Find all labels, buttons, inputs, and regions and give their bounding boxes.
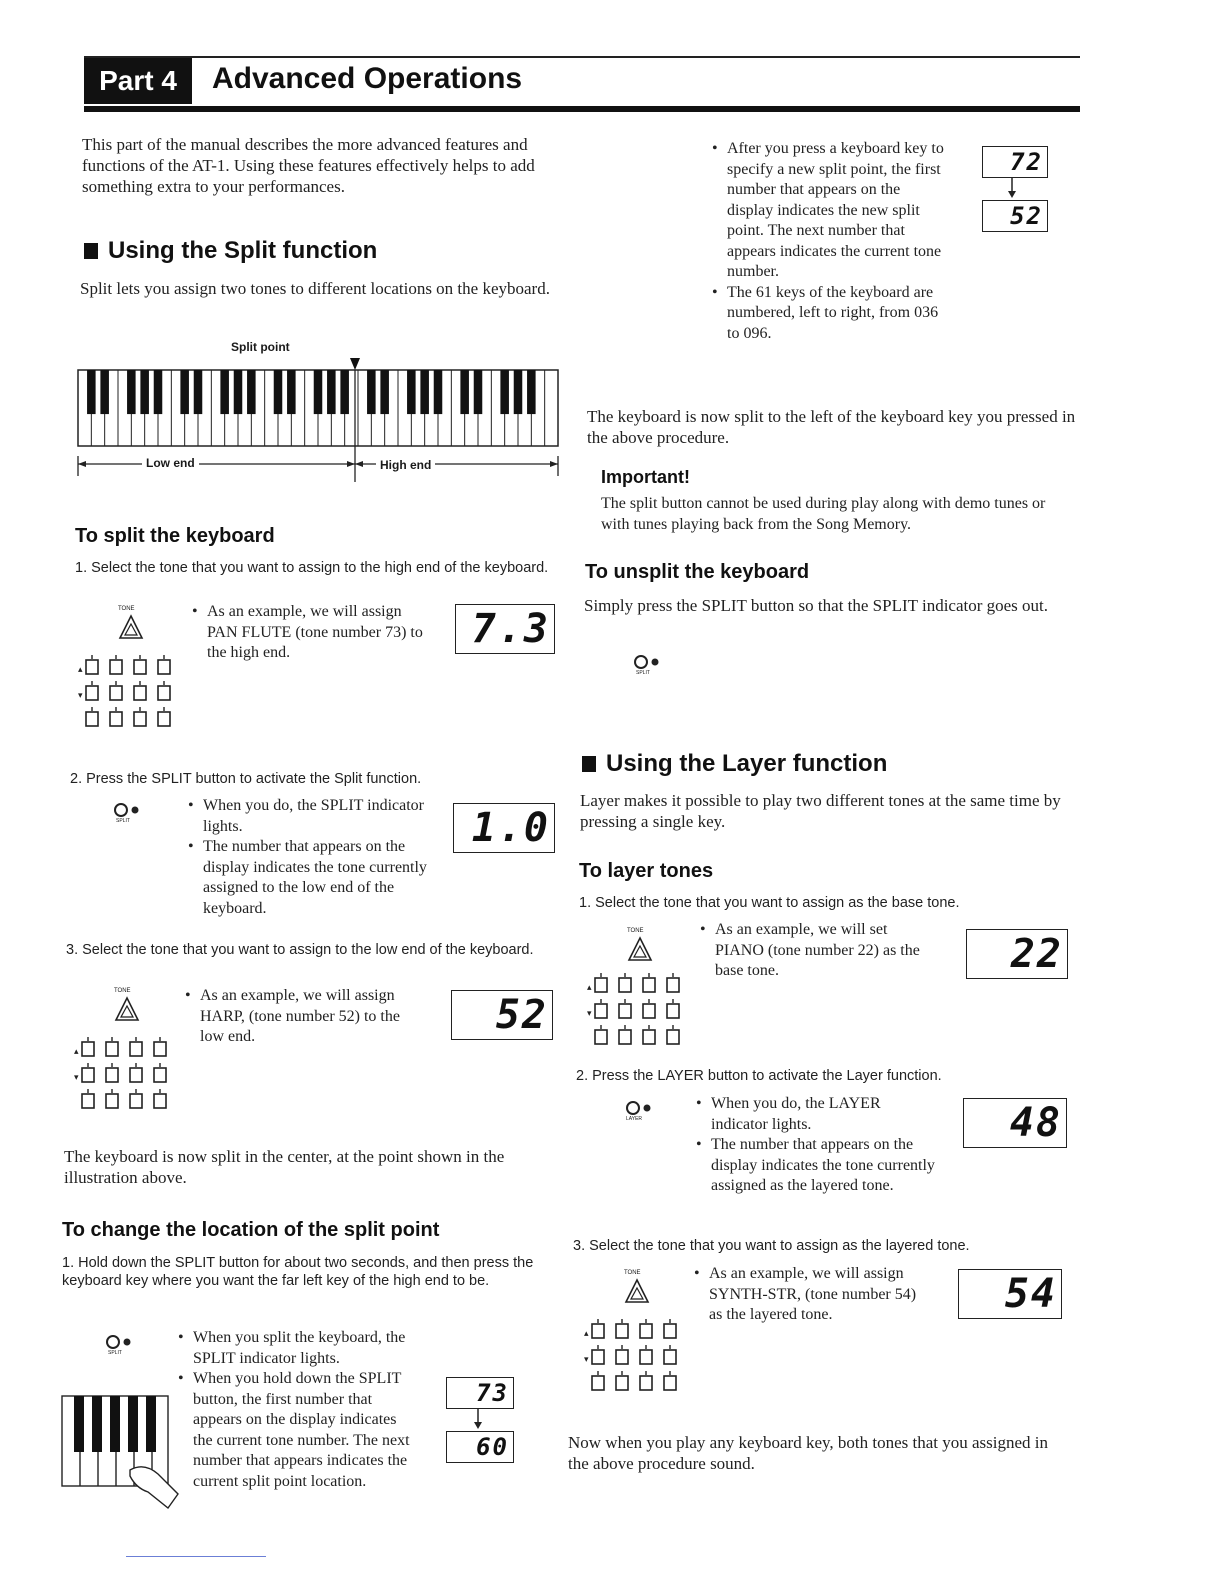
tone-button-group-2 <box>72 988 182 1118</box>
keypad-key <box>640 1376 652 1390</box>
layer-step-1: 1. Select the tone that you want to assign as the base tone. <box>579 895 960 911</box>
black-key <box>180 370 189 414</box>
keypad-key <box>616 1324 628 1338</box>
high-end-label: High end <box>376 458 435 472</box>
keypad-key <box>664 1324 676 1338</box>
keypad-key <box>592 1350 604 1364</box>
unsplit-text: Simply press the SPLIT button so that the SPLIT indicator goes out. <box>584 596 1049 615</box>
intro-paragraph: This part of the manual describes the more advanced features and functions of the AT-1. Using these features effectively helps to add something extra to your performances. <box>82 135 535 196</box>
keypad-key <box>86 660 98 674</box>
keypad-row-marker: ▴ <box>584 1329 589 1339</box>
display-lcd: 54 <box>958 1269 1062 1319</box>
keypad-key <box>664 1376 676 1390</box>
number-keypad-icon <box>76 654 180 734</box>
keypad-key <box>595 1004 607 1018</box>
display-lcd: 7.3 <box>455 604 555 654</box>
keypad-key <box>667 1004 679 1018</box>
change-result: The keyboard is now split to the left of the keyboard key you pressed in the above procedure. <box>587 407 1076 447</box>
layer-step-3: 3. Select the tone that you want to assign as the layered tone. <box>573 1238 970 1254</box>
layer-step3-notes <box>694 1264 930 1326</box>
keypad-key <box>640 1350 652 1364</box>
layer-button <box>622 1098 662 1128</box>
keypad-key <box>110 712 122 726</box>
display-lcd: 52 <box>982 200 1048 232</box>
black-key <box>460 370 469 414</box>
split-label: SPLIT <box>636 670 650 676</box>
number-keypad-icon <box>582 1318 686 1398</box>
keypad-key <box>643 1004 655 1018</box>
header-rule-top <box>84 56 1080 58</box>
change-right-notes <box>712 139 944 344</box>
black-key <box>474 370 483 414</box>
display-lcd: 73 <box>446 1377 514 1409</box>
number-keypad-icon <box>585 972 689 1052</box>
keypad-key <box>82 1068 94 1082</box>
keypad-row-marker: ▾ <box>584 1355 589 1365</box>
black-key <box>327 370 336 414</box>
keypad-key <box>86 686 98 700</box>
split-result: The keyboard is now split in the center, at the point shown in the illustration above. <box>64 1147 505 1187</box>
split-step-3: 3. Select the tone that you want to assign to the low end of the keyboard. <box>66 942 534 958</box>
tone-button-group-1 <box>76 606 186 736</box>
tone-up-icon <box>114 996 140 1022</box>
note-item: • After you press a keyboard key to specify a new split point, the first number that appears on the display indicates the new split point. The next number that appears indicates the current tone number. <box>712 139 944 283</box>
display-lcd: 1.0 <box>453 803 555 853</box>
keypad-key <box>592 1324 604 1338</box>
keypad-key <box>134 686 146 700</box>
layer-description: Layer makes it possible to play two different tones at the same time by pressing a single key. <box>580 791 1061 831</box>
black-key <box>420 370 429 414</box>
keypad-key <box>106 1068 118 1082</box>
to-split-heading: To split the keyboard <box>75 525 275 547</box>
footer-rule <box>126 1556 266 1557</box>
keypad-key <box>643 1030 655 1044</box>
split-point-label: Split point <box>231 340 290 354</box>
split-step2-notes <box>188 796 428 919</box>
display-lcd: 48 <box>963 1098 1067 1148</box>
split-step1-notes <box>192 602 432 664</box>
split-description: Split lets you assign two tones to different locations on the keyboard. <box>80 279 550 298</box>
keypad-key <box>106 1094 118 1108</box>
keypad-key <box>158 660 170 674</box>
split-point-marker <box>350 358 360 370</box>
to-layer-heading: To layer tones <box>579 860 714 882</box>
keypad-key <box>130 1094 142 1108</box>
arrowhead <box>550 461 558 467</box>
section-bullet-icon <box>84 243 98 259</box>
keypad-key <box>595 978 607 992</box>
split-step-2: 2. Press the SPLIT button to activate the Split function. <box>70 771 422 787</box>
note-item: • When you do, the LAYER indicator lights. <box>696 1094 936 1135</box>
keypad-key <box>154 1094 166 1108</box>
keypad-key <box>619 1030 631 1044</box>
keypad-key <box>667 978 679 992</box>
black-key <box>407 370 416 414</box>
keypad-key <box>134 660 146 674</box>
arrowhead <box>355 461 363 467</box>
note-item: • As an example, we will assign SYNTH-STR, (tone number 54) as the layered tone. <box>694 1264 930 1326</box>
split-button-icon <box>102 1332 142 1362</box>
arrow-down-icon <box>472 1408 484 1430</box>
unsplit-heading: To unsplit the keyboard <box>585 561 810 583</box>
black-key <box>234 370 243 414</box>
keypad-row-marker: ▴ <box>78 665 83 675</box>
change-notes <box>178 1328 416 1492</box>
keypad-key <box>154 1042 166 1056</box>
layer-section-heading <box>582 750 887 778</box>
important-heading: Important! <box>601 467 690 487</box>
important-text: The split button cannot be used during play along with demo tunes or with tunes playing back from the Song Memory. <box>601 495 1046 533</box>
low-end-label: Low end <box>142 456 199 470</box>
keypad-key <box>82 1042 94 1056</box>
black-key <box>220 370 229 414</box>
layer-step2-notes <box>696 1094 936 1197</box>
split-section-heading <box>84 237 377 265</box>
keypad-row-marker: ▾ <box>78 691 83 701</box>
number-keypad-icon <box>72 1036 176 1116</box>
tone-up-icon <box>118 614 144 640</box>
section-bullet-icon <box>582 756 596 772</box>
display-lcd: 72 <box>982 146 1048 178</box>
keypad-key <box>664 1350 676 1364</box>
black-key <box>380 370 389 414</box>
black-key <box>247 370 256 414</box>
keypad-key <box>86 712 98 726</box>
layer-result: Now when you play any keyboard key, both tones that you assigned in the above procedure sound. <box>568 1433 1049 1473</box>
split-button-2 <box>102 1332 142 1362</box>
tone-label: TONE <box>114 988 131 994</box>
note-item: • The number that appears on the display indicates the tone currently assigned as the layered tone. <box>696 1135 936 1197</box>
tone-button-group-4 <box>582 1270 692 1400</box>
keypad-key <box>130 1068 142 1082</box>
split-label: SPLIT <box>116 818 130 824</box>
keypad-row-marker: ▾ <box>587 1009 592 1019</box>
header-rule-bottom <box>84 106 1080 112</box>
change-step-1: 1. Hold down the SPLIT button for about two seconds, and then press the keyboard key where you want the far left key of the high end to be. <box>62 1255 534 1289</box>
tone-label: TONE <box>118 606 135 612</box>
hand-pressing-keys-icon <box>60 1392 190 1512</box>
keypad-key <box>643 978 655 992</box>
keypad-key <box>130 1042 142 1056</box>
split-step-1: 1. Select the tone that you want to assign to the high end of the keyboard. <box>75 560 549 576</box>
note-item: • As an example, we will assign PAN FLUTE (tone number 73) to the high end. <box>192 602 432 664</box>
keypad-key <box>134 712 146 726</box>
black-key <box>314 370 323 414</box>
layer-step1-notes <box>700 920 936 982</box>
tone-label: TONE <box>624 1270 641 1276</box>
keypad-key <box>667 1030 679 1044</box>
keypad-row-marker: ▴ <box>587 983 592 993</box>
layer-label: LAYER <box>626 1116 643 1122</box>
black-key <box>514 370 523 414</box>
arrowhead <box>347 461 355 467</box>
keypad-key <box>640 1324 652 1338</box>
split-button-icon <box>110 800 150 830</box>
note-item: • As an example, we will assign HARP, (tone number 52) to the low end. <box>185 986 425 1048</box>
keypad-key <box>595 1030 607 1044</box>
page-title: Advanced Operations <box>212 62 523 95</box>
black-key <box>194 370 203 414</box>
note-item: • When you split the keyboard, the SPLIT indicator lights. <box>178 1328 416 1369</box>
keypad-key <box>106 1042 118 1056</box>
split-heading-text: Using the Split function <box>108 237 378 264</box>
black-key <box>274 370 283 414</box>
keypad-key <box>616 1376 628 1390</box>
keypad-key <box>158 686 170 700</box>
black-key <box>127 370 136 414</box>
arrowhead <box>78 461 86 467</box>
keypad-key <box>619 1004 631 1018</box>
change-location-heading: To change the location of the split point <box>62 1219 440 1241</box>
tone-button-group-3 <box>585 928 695 1058</box>
keypad-key <box>158 712 170 726</box>
keypad-key <box>110 660 122 674</box>
arrow-down-icon <box>1006 177 1018 199</box>
split-button-1 <box>110 800 150 830</box>
black-key <box>367 370 376 414</box>
display-lcd: 60 <box>446 1431 514 1463</box>
layer-heading-text: Using the Layer function <box>606 750 888 777</box>
note-item: • The number that appears on the display indicates the tone currently assigned to the low end of the keyboard. <box>188 837 428 919</box>
display-lcd: 22 <box>966 929 1068 979</box>
split-label: SPLIT <box>108 1350 122 1356</box>
black-key <box>140 370 149 414</box>
split-button-icon <box>630 652 670 682</box>
black-key <box>100 370 109 414</box>
keypad-key <box>154 1068 166 1082</box>
split-step3-notes <box>185 986 425 1048</box>
black-key <box>87 370 96 414</box>
keypad-key <box>110 686 122 700</box>
note-item: • When you do, the SPLIT indicator lights. <box>188 796 428 837</box>
note-item: • The 61 keys of the keyboard are numbered, left to right, from 036 to 096. <box>712 283 944 345</box>
keypad-key <box>619 978 631 992</box>
black-key <box>287 370 296 414</box>
black-key <box>154 370 163 414</box>
tone-label: TONE <box>627 928 644 934</box>
black-key <box>434 370 443 414</box>
layer-button-icon <box>622 1098 662 1128</box>
keypad-row-marker: ▴ <box>74 1047 79 1057</box>
keypad-key <box>616 1350 628 1364</box>
display-lcd: 52 <box>451 990 553 1040</box>
black-key <box>340 370 349 414</box>
black-key <box>527 370 536 414</box>
keypad-key <box>82 1094 94 1108</box>
tone-up-icon <box>627 936 653 962</box>
note-item: • As an example, we will set PIANO (tone number 22) as the base tone. <box>700 920 936 982</box>
note-item: • When you hold down the SPLIT button, the first number that appears on the display indicates the current tone number. The next number that appears indicates the current split point location. <box>178 1369 416 1492</box>
keypad-row-marker: ▾ <box>74 1073 79 1083</box>
tone-up-icon <box>624 1278 650 1304</box>
layer-step-2: 2. Press the LAYER button to activate the Layer function. <box>576 1068 942 1084</box>
black-key <box>500 370 509 414</box>
keypad-key <box>592 1376 604 1390</box>
part-label: Part 4 <box>84 58 192 104</box>
split-button-3 <box>630 652 670 682</box>
